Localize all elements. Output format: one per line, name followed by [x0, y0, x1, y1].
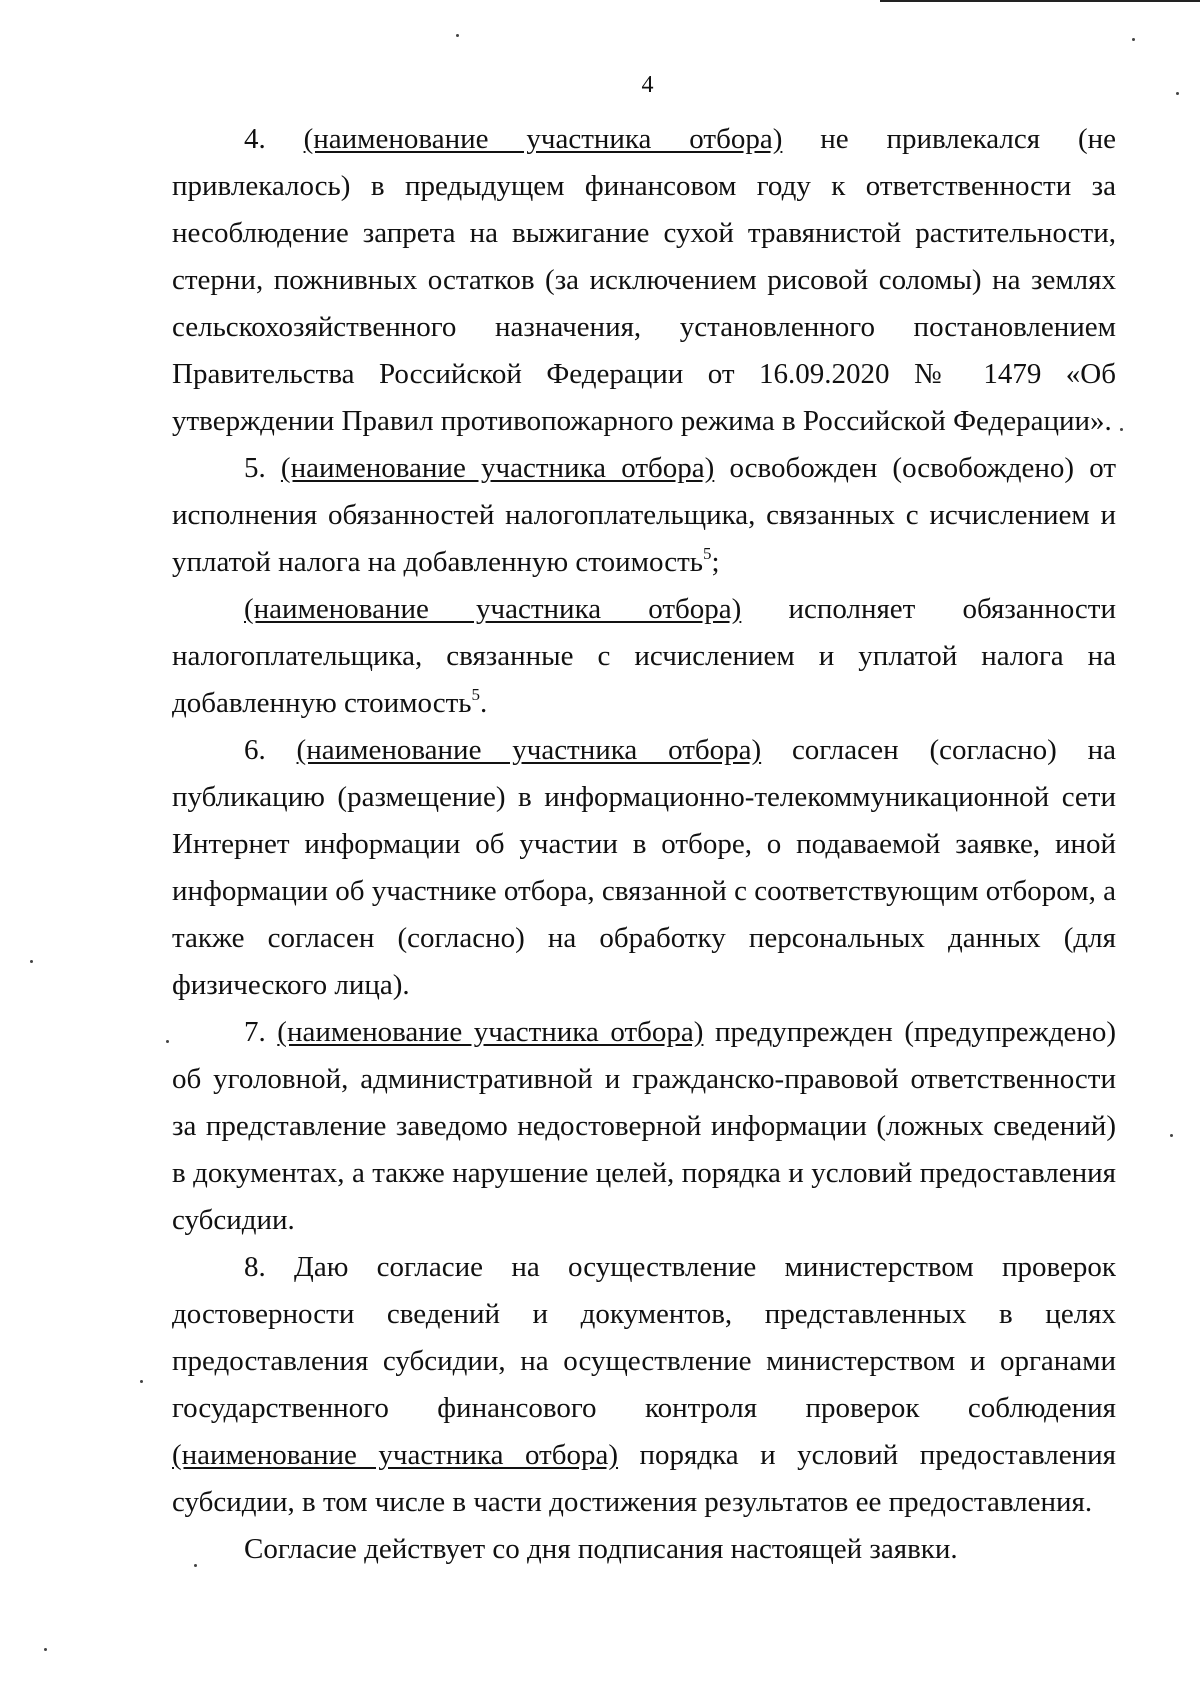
paragraph-text-start: 8. Даю согласие на осуществление министерством проверок достоверности сведений и документов, представленных в целях предоставления субсидии, на осуществление министерством и органами государственного финансового контроля проверок соблюдения	[172, 1251, 1116, 1424]
paragraph-4	[172, 116, 1116, 445]
paragraph-8	[172, 1244, 1116, 1526]
paragraph-text: исполняет обязанности налогоплательщика, связанные с исчислением и уплатой налога на добавленную стоимость	[172, 593, 1116, 719]
paragraph-tail: .	[480, 687, 488, 719]
paragraph-text: порядка и условий предоставления субсидии, в том числе в части достижения результатов ее предоставления.	[172, 1439, 1116, 1518]
participant-name-placeholder: (наименование участника отбора)	[280, 452, 715, 484]
scan-speck	[140, 1380, 143, 1383]
scan-speck	[1170, 1134, 1173, 1137]
paragraph-text: согласен (согласно) на публикацию (размещение) в информационно-телекоммуникационной сети Интернет информации об участии в отборе, о подаваемой заявке, иной информации об участнике отбора, связанной с соответствующим отбором, а также согласен (согласно) на обработку персональных данных (для физического лица).	[172, 734, 1116, 1001]
paragraph-text: освобожден (освобождено) от исполнения обязанностей налогоплательщика, связанных с исчислением и уплатой налога на добавленную стоимость	[172, 452, 1117, 578]
paragraph-number: 7.	[244, 1016, 278, 1048]
paragraph-text: Согласие действует со дня подписания настоящей заявки.	[244, 1533, 958, 1565]
paragraph-6	[172, 727, 1116, 1009]
participant-name-placeholder: (наименование участника отбора)	[277, 1016, 704, 1048]
paragraph-tail: ;	[711, 546, 720, 578]
footnote-ref: 5	[471, 685, 481, 704]
participant-name-placeholder: (наименование участника отбора)	[303, 123, 783, 155]
paragraph-number: 4.	[244, 123, 304, 155]
scan-speck	[166, 1040, 169, 1043]
scan-speck	[30, 960, 33, 963]
page-number: 4	[641, 72, 654, 98]
scan-speck	[1120, 428, 1123, 431]
paragraph-number: 6.	[244, 734, 297, 766]
paragraph-7	[172, 1009, 1116, 1244]
scan-speck	[44, 1648, 47, 1651]
scan-speck	[1132, 38, 1135, 41]
participant-name-placeholder: (наименование участника отбора)	[172, 1439, 619, 1471]
scan-speck	[194, 1564, 197, 1567]
paragraph-text: не привлекался (не привлекалось) в предыдущем финансовом году к ответственности за несоблюдение запрета на выжигание сухой травянистой растительности, стерни, пожнивных остатков (за исключением рисовой соломы) на землях сельскохозяйственного назначения, установленного постановлением Правительства Российской Федерации от 16.09.2020 № 1479 «Об утверждении Правил противопожарного режима в Российской Федерации».	[172, 123, 1117, 437]
paragraph-5-alt	[172, 586, 1116, 727]
consent-validity-statement	[172, 1526, 1116, 1573]
paragraph-number: 5.	[244, 452, 281, 484]
participant-name-placeholder: (наименование участника отбора)	[244, 593, 742, 625]
participant-name-placeholder: (наименование участника отбора)	[296, 734, 762, 766]
paragraph-text: предупрежден (предупреждено) об уголовной, административной и гражданско-правовой ответственности за представление заведомо недостоверной информации (ложных сведений) в документах, а также нарушение целей, порядка и условий предоставления субсидии.	[172, 1016, 1116, 1236]
footnote-ref: 5	[702, 544, 712, 563]
document-body	[172, 116, 1116, 1573]
top-edge-rule	[880, 0, 1200, 2]
paragraph-5	[172, 445, 1116, 586]
scan-speck	[456, 34, 459, 37]
scan-speck	[1176, 92, 1179, 95]
